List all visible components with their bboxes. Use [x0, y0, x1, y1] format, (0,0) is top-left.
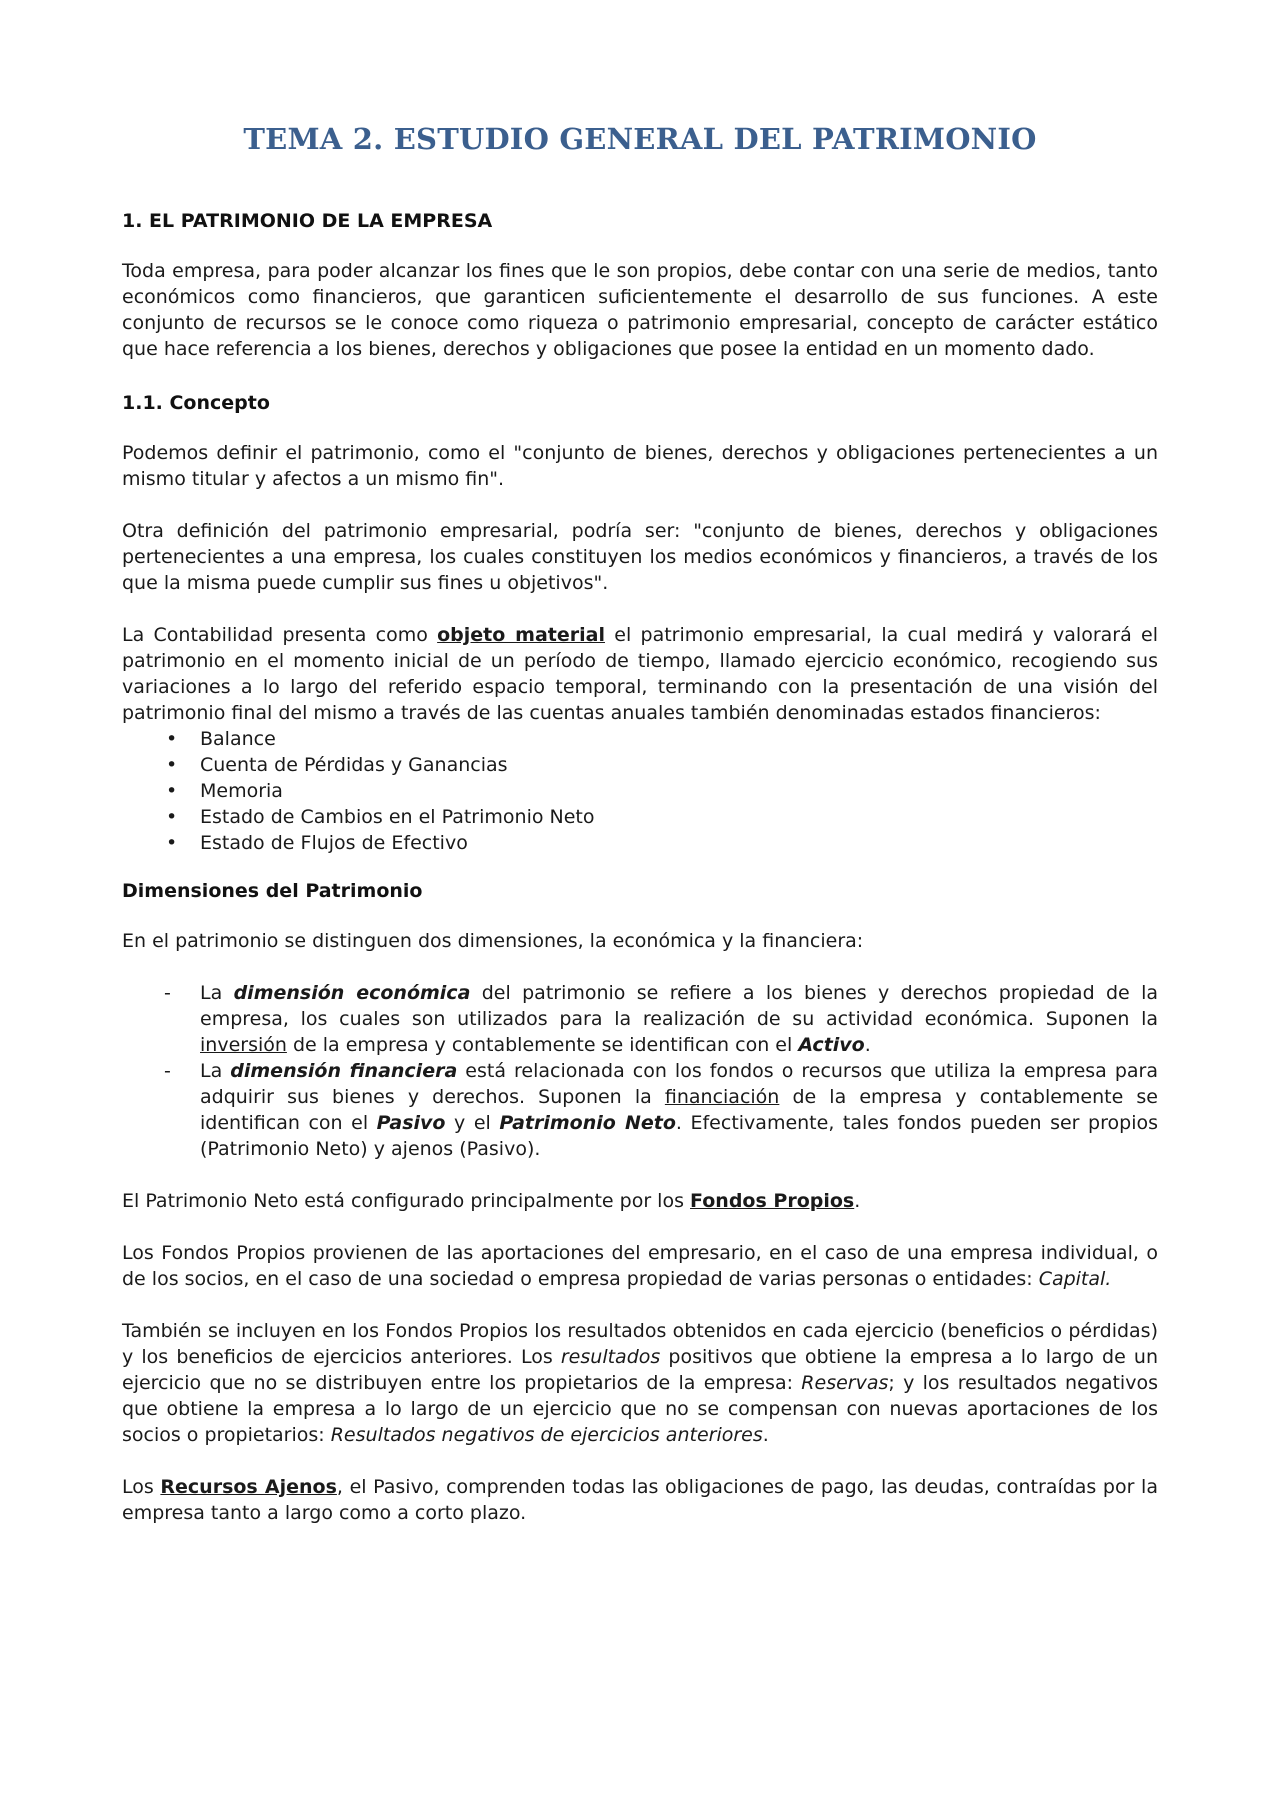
text-run: de la empresa y contablemente se identifican con el — [200, 1086, 1159, 1134]
text-run: La — [200, 1060, 231, 1082]
bullet-icon: • — [166, 806, 178, 828]
paragraph-contabilidad — [122, 622, 1158, 726]
underline-financiacion: financiación — [664, 1086, 780, 1108]
text-run: y el — [445, 1112, 500, 1134]
list-item-label: Memoria — [200, 780, 283, 802]
text-run: Los Fondos Propios provienen de las aportaciones del empresario, en el caso de una empresa individual, o de los socios, en el caso de una sociedad o empresa propiedad de varias personas o entidades: — [122, 1242, 1158, 1290]
text-run: , el Pasivo, comprenden todas las obligaciones de pago, las deudas, contraídas por la empresa tanto a largo como a corto plazo. — [122, 1476, 1158, 1524]
dimensions-list — [122, 980, 1158, 1162]
text-run: El Patrimonio Neto está configurado principalmente por los — [122, 1190, 691, 1212]
section-heading-concepto: 1.1. Concepto — [122, 392, 270, 414]
italic-resultados-negativos: Resultados negativos de ejercicios anteriores — [330, 1424, 763, 1446]
paragraph-intro: Toda empresa, para poder alcanzar los fines que le son propios, debe contar con una serie de medios, tanto económicos como financieros, que garanticen suficientemente el desarrollo de sus funciones. A este conjunto de recursos se le conoce como riqueza o patrimonio empresarial, concepto de carácter estático que hace referencia a los bienes, derechos y obligaciones que posee la entidad en un momento dado. — [122, 260, 1158, 360]
paragraph-fondos-propios — [122, 1240, 1158, 1292]
list-item — [122, 752, 1158, 778]
emphasis-dimension-economica: dimensión económica — [233, 982, 471, 1004]
text-run: . — [762, 1424, 769, 1446]
bullet-icon: • — [166, 728, 178, 750]
list-item-dimension-financiera — [122, 1058, 1158, 1162]
text-run: La Contabilidad presenta como — [122, 624, 438, 646]
list-item — [122, 830, 1158, 856]
bullet-icon: • — [166, 754, 178, 776]
bullet-icon: • — [166, 832, 178, 854]
paragraph-recursos-ajenos — [122, 1474, 1158, 1526]
text-run: La — [200, 982, 234, 1004]
paragraph-dimensiones-intro: En el patrimonio se distinguen dos dimensiones, la económica y la financiera: — [122, 930, 864, 952]
page-title: TEMA 2. ESTUDIO GENERAL DEL PATRIMONIO — [243, 122, 1037, 156]
list-item-label: Cuenta de Pérdidas y Ganancias — [200, 754, 508, 776]
text-run: del patrimonio se refiere a los bienes y derechos propiedad de la empresa, los cuales son utilizados para la realización de su actividad económica. Suponen la — [200, 982, 1158, 1030]
emphasis-activo: Activo — [798, 1034, 865, 1056]
text-run: Los — [122, 1476, 161, 1498]
text-run: está relacionada con los fondos o recursos que utiliza la empresa para adquirir sus bienes y derechos. Suponen la — [200, 1060, 1158, 1108]
text-run: ; y los resultados negativos que obtiene la empresa a lo largo de un ejercicio que no se compensan con nuevas aportaciones de los socios o propietarios: — [122, 1372, 1158, 1446]
paragraph-resultados — [122, 1318, 1158, 1448]
dash-icon: - — [164, 1060, 171, 1082]
list-item — [122, 726, 1158, 752]
text-run: el patrimonio empresarial, la cual medirá y valorará el patrimonio en el momento inicial de un período de tiempo, llamado ejercicio económico, recogiendo sus variaciones a lo largo del referido espacio temporal, terminando con la presentación de una visión del patrimonio final del mismo a través de las cuentas anuales también denominadas estados financieros: — [122, 624, 1158, 724]
text-run: de la empresa y contablemente se identifican con el — [286, 1034, 799, 1056]
italic-reservas: Reservas — [801, 1372, 889, 1394]
text-run: También se incluyen en los Fondos Propios los resultados obtenidos en cada ejercicio (beneficios o pérdidas) y los beneficios de ejercicios anteriores. Los — [122, 1320, 1158, 1368]
emphasis-dimension-financiera: dimensión financiera — [230, 1060, 458, 1082]
text-run: . Efectivamente, tales fondos pueden ser propios (Patrimonio Neto) y ajenos (Pasivo). — [200, 1112, 1158, 1160]
paragraph-definition-2: Otra definición del patrimonio empresarial, podría ser: "conjunto de bienes, derechos y obligaciones pertenecientes a una empresa, los cuales constituyen los medios económicos y financieros, a través de los que la misma puede cumplir sus fines u objetivos". — [122, 520, 1158, 594]
financial-statements-list — [122, 726, 1158, 856]
section-heading-patrimonio-empresa: 1. EL PATRIMONIO DE LA EMPRESA — [122, 210, 493, 232]
bullet-icon: • — [166, 780, 178, 802]
emphasis-objeto-material: objeto material — [437, 624, 605, 646]
italic-resultados: resultados — [560, 1346, 661, 1368]
list-item — [122, 804, 1158, 830]
dash-icon: - — [164, 982, 171, 1004]
list-item — [122, 778, 1158, 804]
list-item-dimension-economica — [122, 980, 1158, 1058]
emphasis-recursos-ajenos: Recursos Ajenos — [160, 1476, 337, 1498]
text-run: positivos que obtiene la empresa a lo largo de un ejercicio que no se distribuyen entre los propietarios de la empresa: — [122, 1346, 1158, 1394]
list-item-label: Balance — [200, 728, 276, 750]
text-run: . — [864, 1034, 871, 1056]
section-heading-dimensiones: Dimensiones del Patrimonio — [122, 880, 423, 902]
list-item-label: Estado de Cambios en el Patrimonio Neto — [200, 806, 595, 828]
emphasis-pasivo: Pasivo — [376, 1112, 446, 1134]
paragraph-definition-1: Podemos definir el patrimonio, como el "conjunto de bienes, derechos y obligaciones pertenecientes a un mismo titular y afectos a un mismo fin". — [122, 442, 1158, 490]
list-item-label: Estado de Flujos de Efectivo — [200, 832, 468, 854]
italic-capital: Capital. — [1038, 1268, 1112, 1290]
text-run: . — [854, 1190, 861, 1212]
emphasis-patrimonio-neto: Patrimonio Neto — [499, 1112, 676, 1134]
paragraph-patrimonio-neto — [122, 1188, 1158, 1214]
underline-inversion: inversión — [200, 1034, 287, 1056]
emphasis-fondos-propios: Fondos Propios — [690, 1190, 855, 1212]
